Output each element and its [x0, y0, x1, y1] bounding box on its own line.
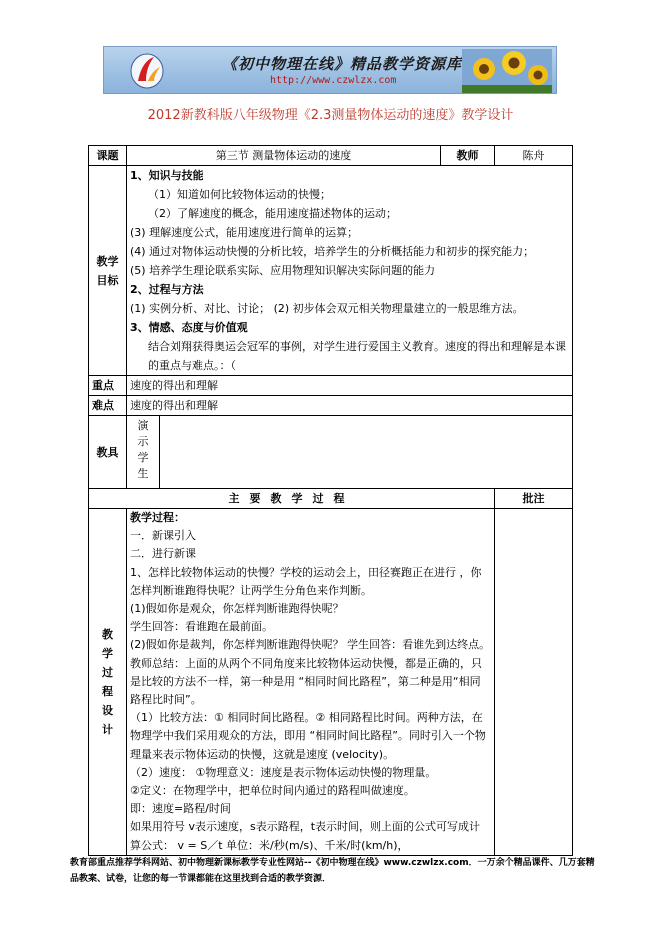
process-label: 教 学 过 程 设 计: [89, 509, 127, 856]
site-logo-icon: [130, 51, 164, 89]
objectives-content: [127, 166, 573, 376]
process-line: 即：速度=路程/时间: [130, 802, 231, 816]
objective-line: (1) 实例分析、对比、讨论； (2) 初步体会双元相关物理量建立的一般思维方法。: [130, 302, 524, 315]
process-line: 教学过程：: [130, 511, 185, 524]
teacher-value: 陈舟: [495, 146, 573, 166]
topic-value: 第三节 测量物体运动的速度: [127, 146, 441, 166]
page-footer: 教育部重点推荐学科网站、初中物理新课标教学专业性网站--《初中物理在线》www.czwlzx.com．一万余个精品课件、几万套精品教案、试卷，让您的每一节课都能在这里找到合适的教学资源．: [70, 858, 595, 884]
process-line: 如果用符号 v表示速度，s表示路程，t表示时间，则上面的公式可写成计算公式： v = S／t 单位：米/秒(m/s)、千米/时(km/h)，: [130, 820, 481, 852]
tools-cell: [127, 416, 573, 489]
topic-label: 课题: [89, 146, 127, 166]
difficulty-label: 难点: [89, 396, 127, 416]
objective-line: (4) 通过对物体运动快慢的分析比较，培养学生的分析概括能力和初步的探究能力；: [130, 245, 535, 258]
document-title: 2012新教科版八年级物理《2.3测量物体运动的速度》教学设计: [147, 108, 514, 123]
banner-title: 《初中物理在线》精品教学资源库: [222, 55, 463, 73]
objective-line: 2、过程与方法: [130, 283, 204, 296]
notes-header: 批注: [495, 489, 573, 509]
objective-line: (5) 培养学生理论联系实际、应用物理知识解决实际问题的能力: [130, 264, 436, 277]
tools-label: 教具: [89, 416, 127, 489]
process-line: (2)假如你是裁判，你怎样判断谁跑得快呢？ 学生回答：看谁先到达终点。教师总结：上面的从两个不同角度来比较物体运动快慢，都是正确的，只是比较的方法不一样，第一种是用 “相同时间比路程”，第二种是用“相同路程比时间”。: [130, 638, 491, 707]
process-content: [127, 509, 495, 856]
objective-line: (3) 理解速度公式，能用速度进行简单的运算；: [130, 226, 359, 239]
key-point-value: 速度的得出和理解: [127, 376, 573, 396]
lesson-plan-table: [88, 145, 573, 856]
sunflower-image-icon: [462, 49, 552, 93]
process-line: （2）速度： ①物理意义：速度是表示物体运动快慢的物理量。: [130, 765, 437, 779]
objective-line: 1、知识与技能: [130, 169, 204, 182]
process-line: 学生回答：看谁跑在最前面。: [130, 620, 273, 634]
teacher-label: 教师: [441, 146, 495, 166]
header-banner: [103, 46, 557, 94]
tools-value: 演 示 学 生: [127, 416, 160, 488]
objective-line: （2）了解速度的概念，能用速度描述物体的运动；: [148, 207, 397, 220]
objective-line: 结合刘翔获得奥运会冠军的事例，对学生进行爱国主义教育。速度的得出和理解是本课的重点与难点。：（: [148, 340, 566, 372]
process-header: 主要教学过程: [89, 489, 495, 509]
process-line: ②定义：在物理学中，把单位时间内通过的路程叫做速度。: [130, 784, 415, 798]
process-line: 一．新课引入: [130, 529, 196, 543]
objective-line: 3、情感、态度与价值观: [130, 321, 248, 334]
process-line: 二．进行新课: [130, 547, 196, 561]
process-line: 1、怎样比较物体运动的快慢？学校的运动会上，田径赛跑正在进行 ，你怎样判断谁跑得快呢？让两学生分角色来作判断。: [130, 565, 482, 597]
process-line: (1)假如你是观众，你怎样判断谁跑得快呢？: [130, 602, 344, 616]
difficulty-value: 速度的得出和理解: [127, 396, 573, 416]
objective-line: （1）知道如何比较物体运动的快慢；: [148, 188, 331, 201]
process-line: （1）比较方法：① 相同时间比路程。② 相同路程比时间。两种方法，在物理学中我们采用观众的方法，即用 “相同时间比路程”。同时引入一个物理量来表示物体运动的快慢，这就是速度 (velocity)。: [130, 711, 486, 761]
banner-url[interactable]: http://www.czwlzx.com: [270, 75, 397, 86]
key-point-label: 重点: [89, 376, 127, 396]
notes-cell: [495, 509, 573, 856]
objectives-label: 教学 目标: [89, 166, 127, 376]
